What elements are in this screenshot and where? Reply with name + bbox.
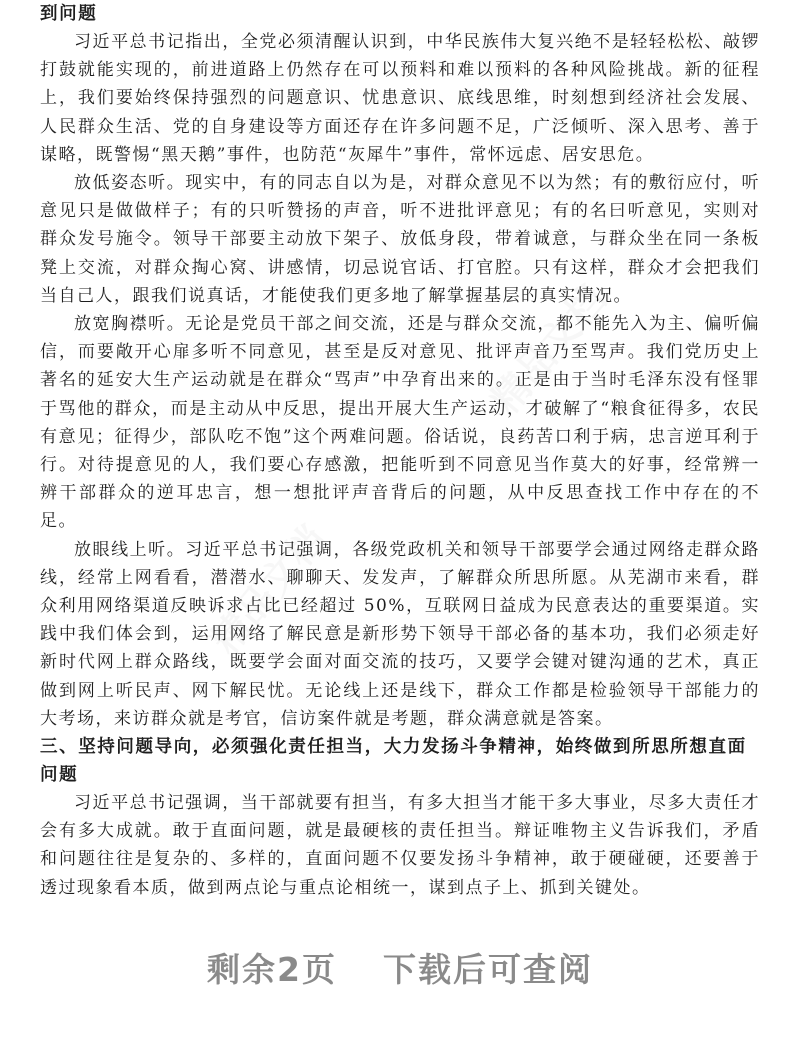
paragraph-intro: 习近平总书记指出，全党必须清醒认识到，中华民族伟大复兴绝不是轻轻松松、敲锣打鼓就能实现的，前进道路上仍然存在可以预料和难以预料的各种风险挑战。新的征程上，我们要始终保持强烈的问题意识、忧患意识、底线思维，时刻想到经济社会发展、人民群众生活、党的自身建设等方面还存在许多问题不足，广泛倾听、深入思考、善于谋略，既警惕“黑天鹅”事件，也防范“灰犀牛”事件，常怀远虑、居安思危。 [40, 32, 760, 165]
paragraph-lower-posture: 放低姿态听。现实中，有的同志自以为是，对群众意见不以为然；有的敷衍应付，听意见只是做做样子；有的只听赞扬的声音，听不进批评意见；有的名曰听意见，实则对群众发号施令。领导干部要主动放下架子、放低身段，带着诚意，与群众坐在同一条板凳上交流，对群众掏心窝、讲感情，切忌说官话、打官腔。只有这样，群众才会把我们当自己人，跟我们说真话，才能使我们更多地了解掌握基层的真实情况。 [40, 173, 760, 306]
download-prompt-text[interactable] [207, 944, 593, 991]
download-to-view-label: 下载后可查阅 [382, 950, 593, 989]
paragraph-responsibility: 习近平总书记强调，当干部就要有担当，有多大担当才能干多大事业，尽多大责任才会有多大成就。敢于直面问题，就是最硬核的责任担当。辩证唯物主义告诉我们，矛盾和问题往往是复杂的、多样的，直面问题不仅要发扬斗争精神，敢于硬碰硬，还要善于透过现象看本质，做到两点论与重点论相统一，谋到点子上、抓到关键处。 [40, 793, 760, 898]
section-3-heading: 三、坚持问题导向，必须强化责任担当，大力发扬斗争精神，始终做到所思所想直面问题 [40, 737, 747, 786]
paragraph-online-listening: 放眼线上听。习近平总书记强调，各级党政机关和领导干部要学会通过网络走群众路线，经常上网看看，潜潜水、聊聊天、发发声，了解群众所思所愿。从芜湖市来看，群众利用网络渠道反映诉求占比已经超过 50%，互联网日益成为民意表达的重要渠道。实践中我们体会到，运用网络了解民意是新形势下领导干部必备的基本功，我们必须走好新时代网上群众路线，既要学会面对面交流的技巧，又要学会键对键沟通的艺术，真正做到网上听民声、网下解民忧。无论线上还是线下，群众工作都是检验领导干部能力的大考场，来访群众就是考官，信访案件就是考题，群众满意就是答案。 [40, 539, 760, 729]
watermark: 精品文档 [482, 277, 615, 423]
section-heading-tail: 到问题 [40, 4, 98, 24]
download-prompt[interactable] [0, 944, 800, 991]
remaining-pages-label: 剩余2页 [207, 950, 337, 989]
watermark: 精品文档 [202, 517, 335, 663]
paragraph-broaden-mind: 放宽胸襟听。无论是党员干部之间交流，还是与群众交流，都不能先入为主、偏听偏信，而要敞开心扉多听不同意见，甚至是反对意见、批评声音乃至骂声。我们党历史上著名的延安大生产运动就是在群众“骂声”中孕育出来的。正是由于当时毛泽东没有怪罪于骂他的群众，而是主动从中反思，提出开展大生产运动，才破解了“粮食征得多，农民有意见；征得少，部队吃不饱”这个两难问题。俗话说，良药苦口利于病，忠言逆耳利于行。对待提意见的人，我们要心存感激，把能听到不同意见当作莫大的好事，经常辨一辨干部群众的逆耳忠言，想一想批评声音背后的问题，从中反思查找工作中存在的不足。 [40, 314, 760, 532]
document-body [40, 0, 760, 902]
